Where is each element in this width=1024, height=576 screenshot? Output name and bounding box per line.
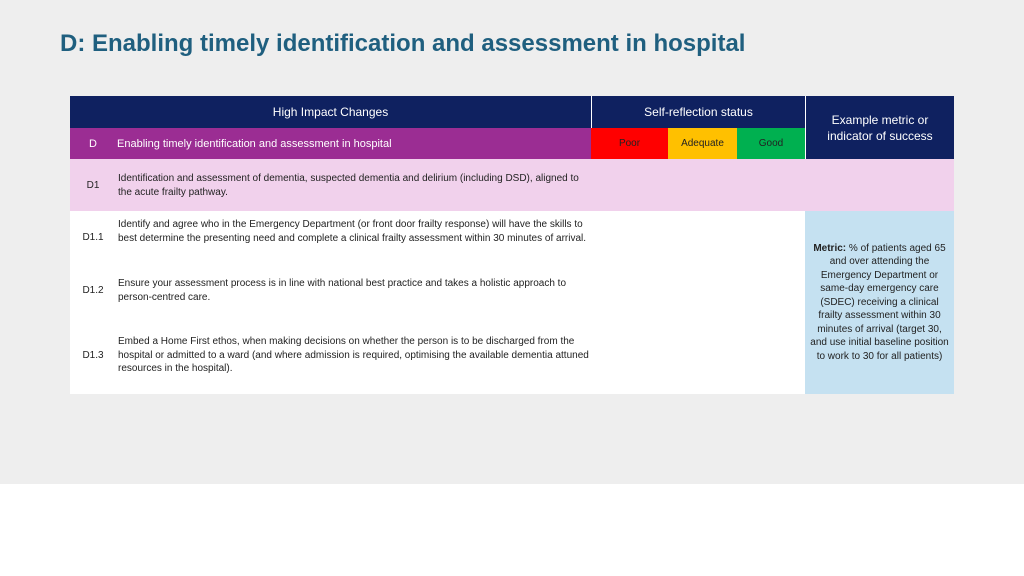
item-text-d1-3: Embed a Home First ethos, when making decisions on whether the person is to be discharged from the hospital or admitted to a ward (and where admission is required, optimising the available dementia attuned resources in the hospital). [118,336,589,374]
metric-text: % of patients aged 65 and over attending the Emergency Department or same-day emergency care (SDEC) receiving a clinical frailty assessment within 30 minutes of arrival (target 30, and use initial baseline position to work to 30 for all patients) [810,242,949,362]
section-label: Enabling timely identification and assessment in hospital [117,137,392,150]
metric-label: Metric: [813,242,847,254]
d1-code: D1 [86,179,100,191]
item-code-d1-2: D1.2 [82,284,104,296]
d1-text: Identification and assessment of dementia, suspected dementia and delirium (including DSD), aligned to the acute frailty pathway. [118,173,579,198]
item-text-d1-1: Identify and agree who in the Emergency Department (or front door frailty response) will have the skills to best determine the presenting need and complete a clinical frailty assessment within 30 minutes of arrival. [118,219,587,244]
section-code: D [89,137,97,150]
header-example-metric: Example metric or indicator of success [805,96,954,159]
item-text-d1-2: Ensure your assessment process is in line with national best practice and takes a holistic approach to person-centred care. [118,278,567,303]
item-code-d1-1: D1.1 [82,231,104,243]
status-adequate[interactable]: Adequate [668,128,737,159]
page-title: D: Enabling timely identification and assessment in hospital [60,30,746,57]
metric-content [805,242,954,364]
metric-cell [805,211,954,394]
status-poor[interactable]: Poor [591,128,668,159]
status-good[interactable]: Good [737,128,805,159]
item-code-d1-3: D1.3 [82,349,104,361]
header-self-reflection-status: Self-reflection status [591,96,805,128]
header-high-impact-changes: High Impact Changes [70,96,591,128]
